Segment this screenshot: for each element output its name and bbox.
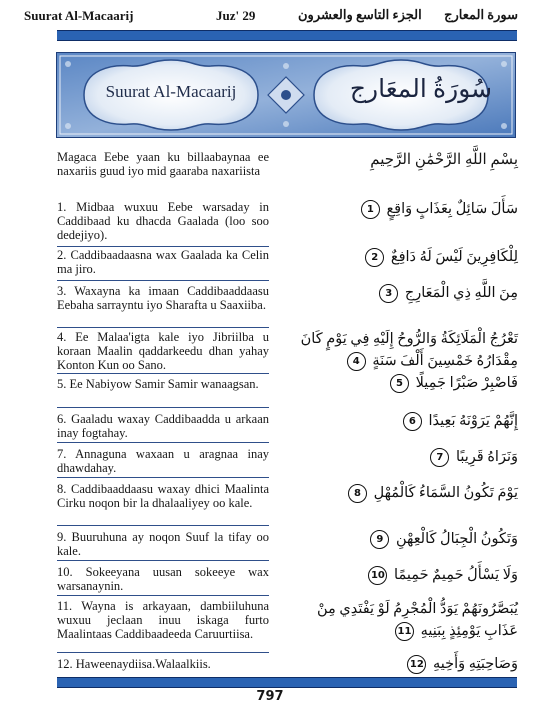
arabic-verse-text: وَصَاحِبَتِهِ وَأَخِيهِ <box>433 655 518 672</box>
verse-divider <box>57 407 269 408</box>
verse-translation-9: 9. Buuruhuna ay noqon Suuf la tifay oo kale. <box>57 530 269 558</box>
verse-translation-10: 10. Sokeeyana uusan sokeeye wax warsanaynin. <box>57 565 269 593</box>
verse-translation-6: 6. Gaaladu waxay Caddibaadda u arkaan inay fogtahay. <box>57 412 269 440</box>
header-arabic-juz: الجزء التاسع والعشرون <box>298 7 422 22</box>
arabic-verse-6 <box>282 412 518 431</box>
basmala: بِسْمِ اللَّهِ الرَّحْمَٰنِ الرَّحِيمِ <box>370 152 518 168</box>
arabic-verse-text: مِنَ اللَّهِ ذِي الْمَعَارِجِ <box>404 284 518 301</box>
bottom-divider-bar <box>57 677 517 688</box>
verse-number-badge: 3 <box>379 284 398 303</box>
top-divider-bar <box>57 30 517 41</box>
verse-divider <box>57 477 269 478</box>
verse-number-badge: 10 <box>368 566 387 585</box>
verse-divider <box>57 373 269 374</box>
verse-divider <box>57 327 269 328</box>
arabic-verse-9 <box>282 530 518 549</box>
verse-divider <box>57 652 269 653</box>
arabic-verse-text: لِلْكَافِرِينَ لَيْسَ لَهُ دَافِعٌ <box>390 248 518 265</box>
arabic-verse-12 <box>282 655 518 674</box>
arabic-verse-text: وَلَا يَسْأَلُ حَمِيمٌ حَمِيمًا <box>394 566 518 583</box>
arabic-verse-7 <box>282 448 518 467</box>
verse-number-badge: 5 <box>390 374 409 393</box>
verse-number-badge: 8 <box>348 484 367 503</box>
verse-divider <box>57 560 269 561</box>
arabic-verse-5 <box>282 374 518 393</box>
verse-number-badge: 1 <box>361 200 380 219</box>
arabic-verse-text: يَوْمَ تَكُونُ السَّمَاءُ كَالْمُهْلِ <box>373 484 518 501</box>
arabic-verse-text: وَنَرَاهُ قَرِيبًا <box>455 448 518 465</box>
arabic-verse-1 <box>282 200 518 219</box>
verse-number-badge: 2 <box>365 248 384 267</box>
verse-number-badge: 12 <box>407 655 426 674</box>
surah-title-banner <box>56 52 516 138</box>
verse-translation-4: 4. Ee Malaa'igta kale iyo Jibriilba u koraan Maalin qaddarkeedu dhan yahay Konton Kun oo Sano. <box>57 330 269 372</box>
verse-translation-12: 12. Haweenaydiisa.Walaalkiis. <box>57 657 211 671</box>
arabic-verse-2 <box>282 248 518 267</box>
arabic-verse-4 <box>282 328 518 372</box>
header-arabic-surah: سورة المعارج <box>444 7 518 22</box>
verse-number-badge: 7 <box>430 448 449 467</box>
verse-translation-1: 1. Midbaa wuxuu Eebe warsaday in Caddibaad ku dhacda Gaalada (loo soo dedejiyo). <box>57 200 269 242</box>
verse-number-badge: 11 <box>395 622 414 641</box>
page-header <box>24 8 518 28</box>
banner-latin-title: Suurat Al-Macaarij <box>105 82 237 101</box>
verse-translation-5: 5. Ee Nabiyow Samir Samir wanaagsan. <box>57 377 259 391</box>
header-surah-title: Suurat Al-Macaarij <box>24 8 134 23</box>
arabic-verse-text: إِنَّهُمْ يَرَوْنَهُ بَعِيدًا <box>428 412 518 429</box>
verse-number-badge: 4 <box>347 352 366 371</box>
arabic-verse-text: يُبَصَّرُونَهُمْ يَوَدُّ الْمُجْرِمُ لَوْ يَفْتَدِي مِنْ عَذَابِ يَوْمِئِذٍ بِبَنِيهِ <box>316 601 518 639</box>
banner-arabic-title: سُورَةُ المعَارج <box>349 76 493 103</box>
verse-divider <box>57 595 269 596</box>
arabic-verse-text: سَأَلَ سَائِلٌ بِعَذَابٍ وَاقِعٍ <box>386 200 518 217</box>
verse-number-badge: 9 <box>370 530 389 549</box>
verse-number-badge: 6 <box>403 412 422 431</box>
arabic-verse-8 <box>282 484 518 503</box>
arabic-verse-11 <box>282 598 518 642</box>
verse-divider <box>57 442 269 443</box>
arabic-verse-10 <box>282 566 518 585</box>
arabic-verse-text: وَتَكُونُ الْجِبَالُ كَالْعِهْنِ <box>395 530 518 547</box>
intro-paragraph: Magaca Eebe yaan ku billaabaynaa ee naxariis guud iyo mid gaaraba naxariista <box>57 150 269 178</box>
header-juz: Juz' 29 <box>216 8 256 23</box>
arabic-verse-text: فَاصْبِرْ صَبْرًا جَمِيلًا <box>415 374 518 391</box>
verse-divider <box>57 246 269 247</box>
verse-divider <box>57 525 269 526</box>
verse-translation-8: 8. Caddibaaddaasu waxay dhici Maalinta Cirku noqon bir la dhalaaliyey oo kale. <box>57 482 269 510</box>
arabic-verse-3 <box>282 284 518 303</box>
verse-translation-11: 11. Wayna is arkayaan, dambiiluhuna wuxuu jeclaan inuu iskaga furto Maalintaas Caddibaadeeda Caruurtiisa. <box>57 599 269 641</box>
verse-translation-7: 7. Annaguna waxaan u aragnaa inay dhawdahay. <box>57 447 269 475</box>
verse-translation-3: 3. Waxayna ka imaan Caddibaaddaasu Eebaha sarrayntu iyo Sharafta u Saaxiiba. <box>57 284 269 312</box>
verse-divider <box>57 280 269 281</box>
arabic-verse-text: تَعْرُجُ الْمَلَائِكَةُ وَالرُّوحُ إِلَيْهِ فِي يَوْمٍ كَانَ مِقْدَارُهُ خَمْسِينَ أَلْفَ سَنَةٍ <box>300 331 518 369</box>
verse-translation-2: 2. Caddibaadaasna wax Gaalada ka Celin ma jiro. <box>57 248 269 276</box>
page-number: 797 <box>256 689 284 704</box>
